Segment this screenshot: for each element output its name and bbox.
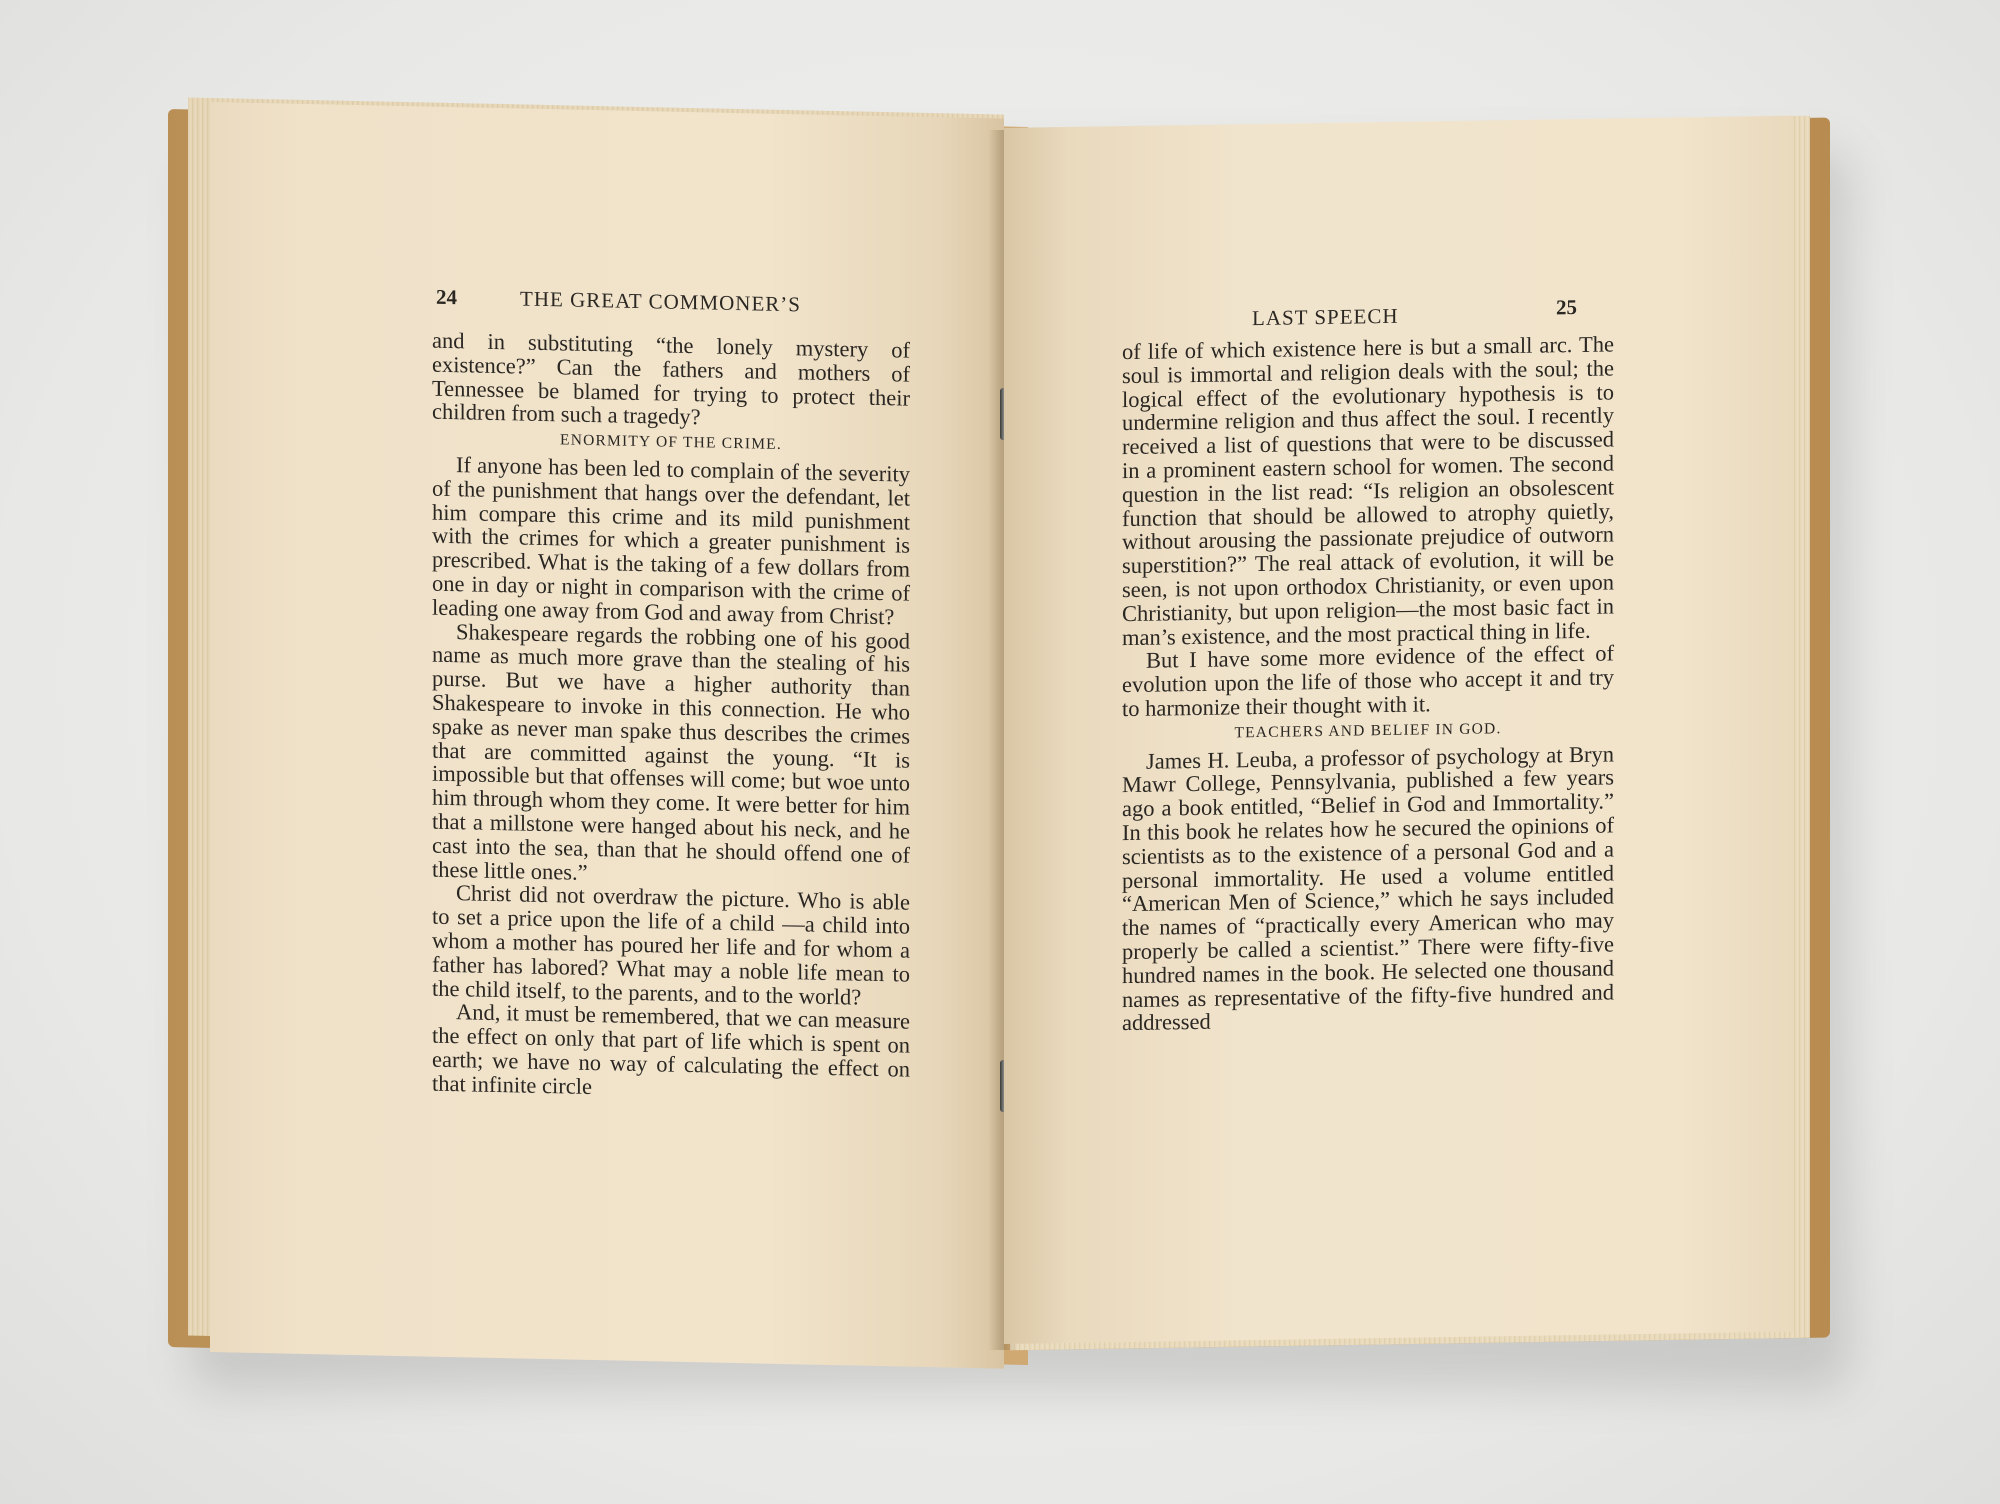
paragraph: and in substituting “the lonely mystery of existence?” Can the fathers and mothers of Tennessee be blamed for trying to protect their children from such a tragedy? xyxy=(432,327,910,430)
paragraph: James H. Leuba, a professor of psychology at Bryn Mawr College, Pennsylvania, published a few years ago a book entitled, “Belief in God and Immortality.” In this book he relates how he secured the opinions of scientists as to the existence of a personal God and a personal immortality. He used a volume entitled “American Men of Science,” which he says included the names of “practically every American who may properly be called a scientist.” There were fifty-five hundred names in the book. He selected one thousand names as representative of the fifty-five hundred and addressed xyxy=(1122,740,1614,1036)
right-page xyxy=(1004,116,1794,1344)
paragraph: Shakespeare regards the robbing one of his good name as much more grave than the stealing of his purse. But we have a higher authority than Shakespeare to invoke in this connection. He who spake as never man spake thus describes the crimes that are committed against the young. “It is impossible but that offenses will come; but woe unto him through whom they come. It were better for him that a millstone were hanged about his neck, and he cast into the sea, than that he should offend one of these little ones.” xyxy=(432,618,910,885)
running-head-right: LAST SPEECH xyxy=(1252,303,1399,331)
left-page-text xyxy=(432,329,910,1106)
paragraph: If anyone has been led to complain of the severity of the punishment that hangs over the defendant, let him compare this crime and its mild punishment with the crimes for which a greater punishment is prescribed. What is the taking of a few dollars from one in day or night in comparison with the crime of leading one away from God and away from Christ? xyxy=(432,452,910,630)
paragraph: of life of which existence here is but a small arc. The soul is immortal and religion deals with the soul; the logical effect of the evolutionary hypothesis is to undermine religion and thus affect the soul. I recently received a list of questions that were to be discussed in a prominent eastern school for women. The second question in the list read: “Is religion an obsolescent function that should be allowed to atrophy quietly, without arousing the passionate prejudice of outworn superstition?” The real attack of evolution, it will be seen, is not upon orthodox Christianity, or even upon Christianity, but upon religion—the most basic fact in man’s existence, and the most practical thing in life. xyxy=(1122,331,1614,650)
paragraph: Christ did not overdraw the picture. Who is able to set a price upon the life of a child —a child into whom a mother has poured her life and for whom a father has labored? What may a noble life mean to the child itself, to the parents, and to the world? xyxy=(432,880,910,1010)
page-number-left: 24 xyxy=(436,284,457,310)
section-heading: TEACHERS AND BELIEF IN GOD. xyxy=(1234,719,1502,742)
left-page xyxy=(210,102,1004,1369)
running-head-left: THE GREAT COMMONER’S xyxy=(520,286,801,317)
section-heading: ENORMITY OF THE CRIME. xyxy=(560,431,782,454)
right-page-text xyxy=(1122,332,1614,1035)
page-number-right: 25 xyxy=(1556,294,1577,320)
paragraph: But I have some more evidence of the effect of evolution upon the life of those who accept it and try to harmonize their thought with it. xyxy=(1122,640,1614,722)
paragraph: And, it must be remembered, that we can measure the effect on only that part of life which is spent on earth; we have no way of calculating the effect on that infinite circle xyxy=(432,999,910,1099)
